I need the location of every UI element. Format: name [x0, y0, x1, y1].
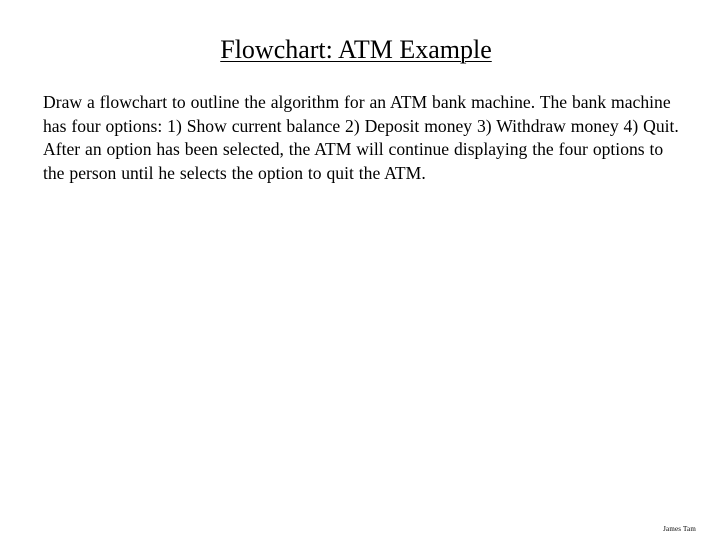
footer-author: James Tam: [663, 525, 696, 533]
slide-body-text: Draw a flowchart to outline the algorithm for an ATM bank machine. The bank machine has four options: 1) Show current balance 2) Deposit money 3) Withdraw money 4) Quit. After an option has been selected, the ATM will continue displaying the four options to the person until he selects the option to quit the ATM.: [43, 92, 679, 183]
slide-title: Flowchart: ATM Example: [220, 35, 492, 64]
